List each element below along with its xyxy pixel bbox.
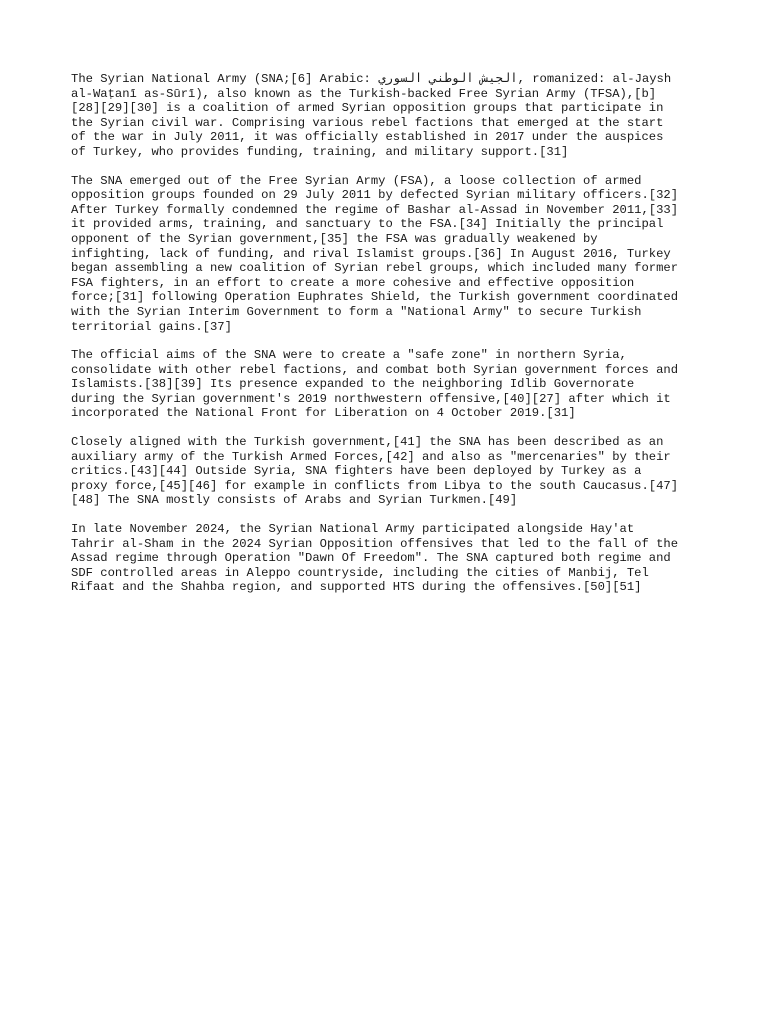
paragraph-aims: The official aims of the SNA were to create a "safe zone" in northern Syria, consolidate with other rebel factions, and combat both Syrian government forces and Islamists.[38][39] Its presence expanded to the neighboring Idlib Governorate during the Syrian government's 2019 northwestern offensive,[40][27] after which it incorporated the National Front for Liberation on 4 October 2019.[31] xyxy=(71,348,679,421)
paragraph-2024-offensive: In late November 2024, the Syrian National Army participated alongside Hay'at Tahrir al-Sham in the 2024 Syrian Opposition offensives that led to the fall of the Assad regime through Operation "Dawn Of Freedom". The SNA captured both regime and SDF controlled areas in Aleppo countryside, including the cities of Manbij, Tel Rifaat and the Shahba region, and supported HTS during the offensives.[50][51] xyxy=(71,522,679,595)
paragraph-origins: The SNA emerged out of the Free Syrian Army (FSA), a loose collection of armed opposition groups founded on 29 July 2011 by defected Syrian military officers.[32] After Turkey formally condemned the regime of Bashar al-Assad in November 2011,[33] it provided arms, training, and sanctuary to the FSA.[34] Initially the principal opponent of the Syrian government,[35] the FSA was gradually weakened by infighting, lack of funding, and rival Islamist groups.[36] In August 2016, Turkey began assembling a new coalition of Syrian rebel groups, which included many former FSA fighters, in an effort to create a more cohesive and effective opposition force;[31] following Operation Euphrates Shield, the Turkish government coordinated with the Syrian Interim Government to form a "National Army" to secure Turkish territorial gains.[37] xyxy=(71,173,679,334)
paragraph-intro: The Syrian National Army (SNA;[6] Arabic: الجيش الوطني السوري, romanized: al-Jaysh al-Waṭanī as-Sūrī), also known as the Turkish-backed Free Syrian Army (TFSA),[b] [28][29][30] is a coalition of armed Syrian opposition groups that participate in the Syrian civil war. Comprising various rebel factions that emerged at the start of the war in July 2011, it was officially established in 2017 under the auspices of Turkey, who provides funding, training, and military support.[31] xyxy=(71,72,672,159)
paragraph-turkey-relations: Closely aligned with the Turkish government,[41] the SNA has been described as an auxiliary army of the Turkish Armed Forces,[42] and also as "mercenaries" by their critics.[43][44] Outside Syria, SNA fighters have been deployed by Turkey as a proxy force,[45][46] for example in conflicts from Libya to the south Caucasus.[47] [48] The SNA mostly consists of Arabs and Syrian Turkmen.[49] xyxy=(71,435,679,508)
